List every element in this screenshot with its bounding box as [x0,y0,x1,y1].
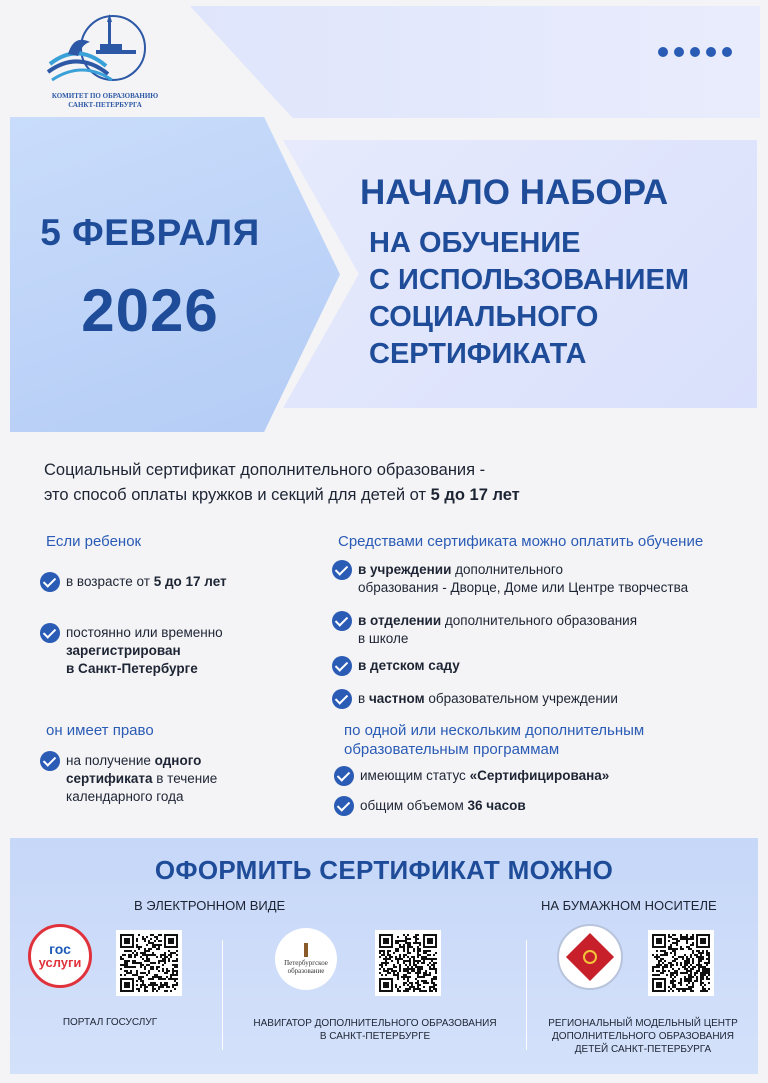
payment-title: Средствами сертификата можно оплатить обучение [338,533,704,550]
top-band [190,6,760,118]
headline-subtitle: НА ОБУЧЕНИЕ С ИСПОЛЬЗОВАНИЕМ СОЦИАЛЬНОГО СЕРТИФИКАТА [369,227,690,370]
check-icon [332,656,352,676]
eligibility-title: Если ребенок [46,533,142,550]
dots-menu-icon[interactable] [658,47,732,57]
emblem-diamond-icon [566,933,614,981]
check-icon [334,766,354,786]
regional-center-emblem[interactable] [557,924,623,990]
start-year: 2026 [81,277,219,344]
logo-text: КОМИТЕТ ПО ОБРАЗОВАНИЮ САНКТ-ПЕТЕРБУРГА [51,92,159,109]
dot [690,47,700,57]
gosuslugi-logo[interactable] [28,924,92,988]
spb-education-logo[interactable] [275,928,337,990]
headline: НАЧАЛО НАБОРА [360,173,669,212]
list-item: общим объемом 36 часов [334,797,754,816]
spire-icon [304,943,308,957]
paper-label: НА БУМАЖНОМ НОСИТЕЛЕ [541,898,717,913]
list-item: в возрасте от 5 до 17 лет [40,573,320,592]
spb-logo-text: образование [287,967,325,975]
registration-title: ОФОРМИТЬ СЕРТИФИКАТ МОЖНО [154,855,614,885]
electronic-label: В ЭЛЕКТРОННОМ ВИДЕ [134,898,286,913]
dot [706,47,716,57]
intro-text: Социальный сертификат дополнительного образования - это способ оплаты кружков и секций для детей от 5 до 17 лет [44,461,520,504]
check-icon [332,611,352,631]
rights-title: он имеет право [46,722,154,739]
check-icon [40,572,60,592]
check-icon [40,623,60,643]
check-icon [332,560,352,580]
spb-logo-text: Петербургское [284,959,328,967]
caption-gosuslugi: ПОРТАЛ ГОСУСЛУГ [62,1017,158,1028]
dot [674,47,684,57]
divider [526,940,527,1050]
divider [222,940,223,1050]
date-banner [10,117,340,432]
list-item: постоянно или временно зарегистрирован в Санкт-Петербурге [40,624,320,678]
dot [722,47,732,57]
qr-code-gosuslugi[interactable] [116,930,182,996]
emblem-ring-icon [580,947,600,967]
list-item: имеющим статус «Сертифицирована» [334,767,754,786]
qr-code-regional-center[interactable] [648,930,714,996]
list-item: в частном образовательном учреждении [332,690,752,709]
check-icon [332,689,352,709]
caption-navigator: НАВИГАТОР ДОПОЛНИТЕЛЬНОГО ОБРАЗОВАНИЯ В САНКТ-ПЕТЕРБУРГЕ [253,1018,497,1042]
check-icon [40,751,60,771]
list-item: в детском саду [332,657,752,676]
caption-regional-center: РЕГИОНАЛЬНЫЙ МОДЕЛЬНЫЙ ЦЕНТР ДОПОЛНИТЕЛЬНОГО ОБРАЗОВАНИЯ ДЕТЕЙ САНКТ-ПЕТЕРБУРГА [548,1018,738,1055]
uslugi-text: услуги [38,955,82,970]
dot [658,47,668,57]
qr-code-navigator[interactable] [375,930,441,996]
list-item: на получение одного сертификата в течение календарного года [40,752,320,806]
gos-text: гос [49,941,71,957]
list-item: в отделении дополнительного образования в школе [332,612,752,648]
programs-title: по одной или нескольким дополнительным образовательным программам [344,722,645,758]
start-date: 5 ФЕВРАЛЯ [40,212,260,253]
list-item: в учреждении дополнительного образования - Дворце, Доме или Центре творчества [332,561,752,597]
check-icon [334,796,354,816]
